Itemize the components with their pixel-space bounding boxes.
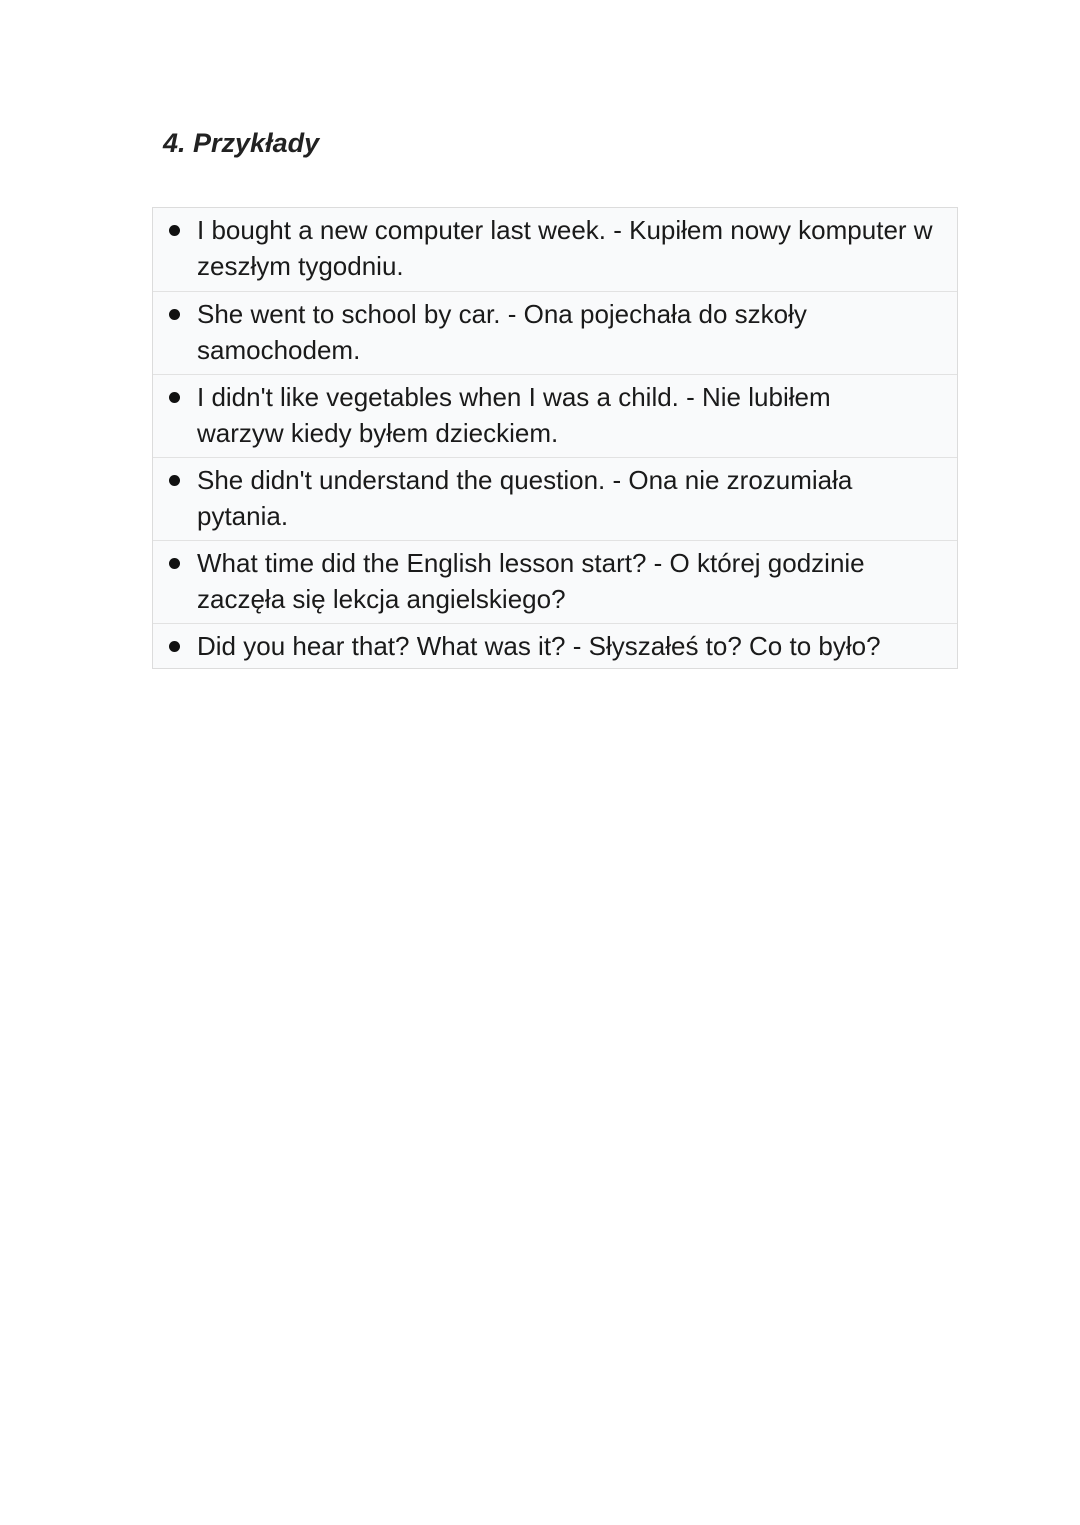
section-heading: 4. Przykłady (163, 128, 320, 158)
bullet-icon (169, 225, 180, 236)
bullet-icon (169, 309, 180, 320)
bullet-icon (169, 475, 180, 486)
examples-table (152, 207, 958, 669)
example-row (153, 457, 957, 540)
bullet-icon (169, 392, 180, 403)
bullet-icon (169, 558, 180, 569)
bullet-icon (169, 641, 180, 652)
example-text: I bought a new computer last week. - Kupiłem nowy komputer w zeszłym tygodniu. (197, 215, 933, 281)
example-row (153, 623, 957, 668)
example-row (153, 208, 957, 291)
example-row (153, 291, 957, 374)
example-row (153, 374, 957, 457)
example-text: She went to school by car. - Ona pojechała do szkoły samochodem. (197, 299, 807, 365)
example-text: Did you hear that? What was it? - Słyszałeś to? Co to było? (197, 631, 881, 661)
example-row (153, 540, 957, 623)
example-text: I didn't like vegetables when I was a child. - Nie lubiłem warzyw kiedy byłem dzieckiem. (197, 382, 831, 448)
example-text: She didn't understand the question. - Ona nie zrozumiała pytania. (197, 465, 853, 531)
example-text: What time did the English lesson start? - O której godzinie zaczęła się lekcja angielskiego? (197, 548, 865, 614)
